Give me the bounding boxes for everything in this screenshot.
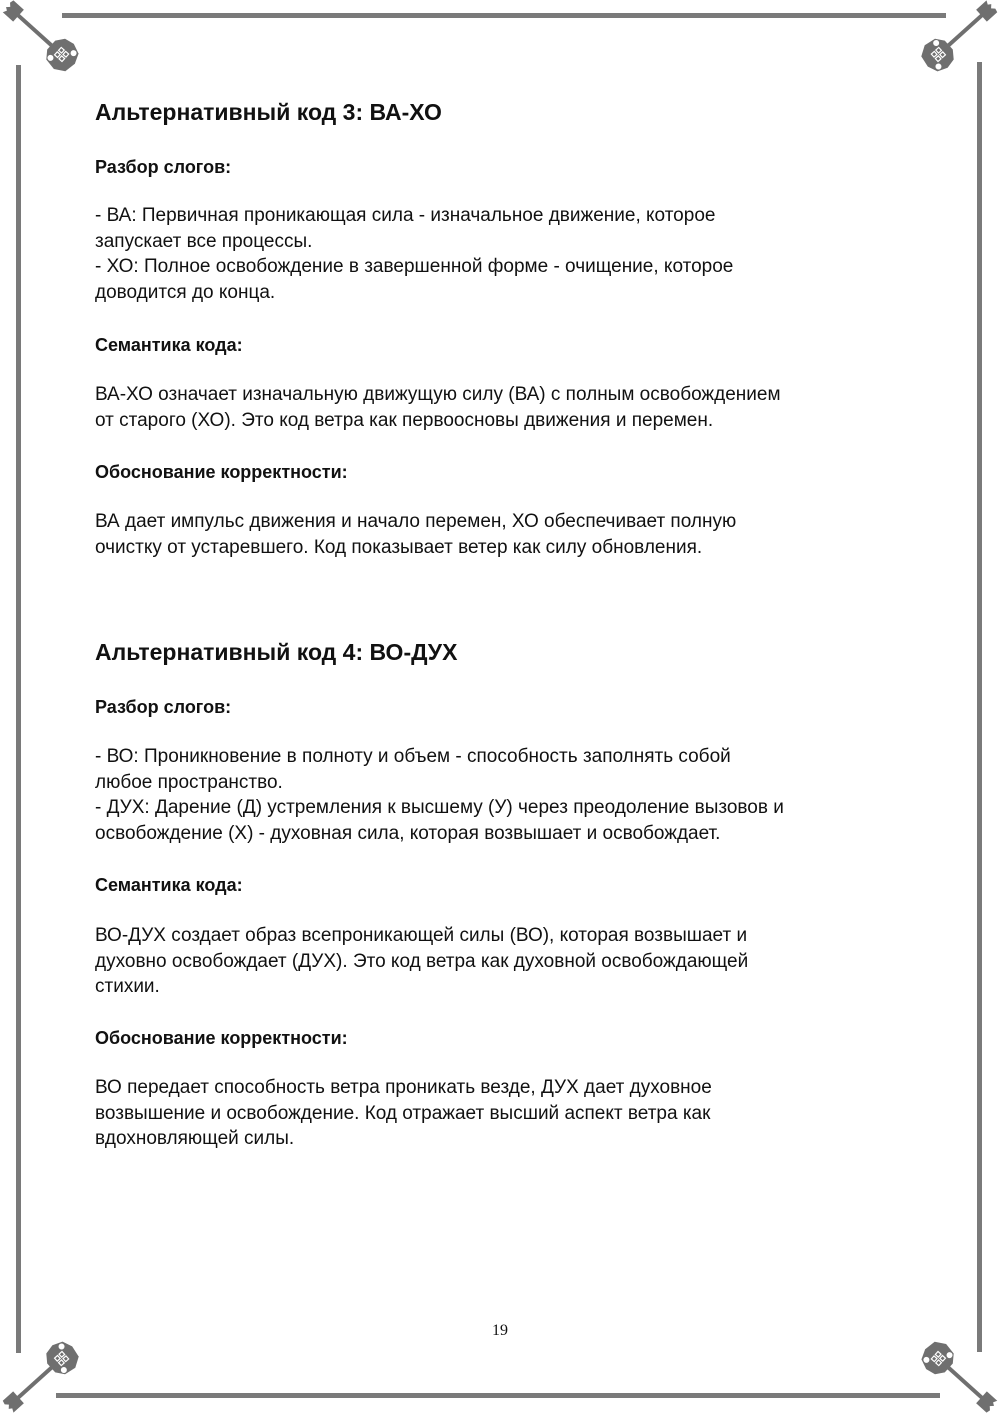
text-line: ВО-ДУХ создает образ всепроникающей силы (ВО), которая возвышает и (95, 925, 748, 946)
text-line: - ДУХ: Дарение (Д) устремления к высшему (У) через преодоление вызовов и (95, 797, 784, 819)
justification-text (95, 509, 925, 560)
text-line: доводится до конца. (95, 282, 276, 304)
syllables-text (95, 203, 925, 306)
section-title: Альтернативный код 4: ВО-ДУХ (95, 639, 458, 665)
section-title: Альтернативный код 3: ВА-ХО (95, 99, 442, 125)
text-line: возвышение и освобождение. Код отражает высший аспект ветра как (95, 1102, 711, 1124)
semantics-text (95, 382, 925, 433)
syllables-heading: Разбор слогов: (95, 697, 232, 717)
border-bottom (56, 1393, 940, 1398)
text-line: - ВО: Проникновение в полноту и объем - способность заполнять собой (95, 746, 731, 767)
key-icon (920, 0, 1000, 80)
justification-heading: Обоснование корректности: (95, 462, 348, 482)
key-icon (920, 1333, 1000, 1413)
text-line: ВА-ХО означает изначальную движущую силу (ВА) с полным освобождением (95, 384, 781, 405)
text-line: ВО передает способность ветра проникать везде, ДУХ дает духовное (95, 1077, 712, 1098)
text-line: вдохновляющей силы. (95, 1128, 295, 1150)
justification-text (95, 1075, 925, 1152)
semantics-heading: Семантика кода: (95, 875, 243, 895)
key-icon (0, 0, 80, 80)
text-line: ВА дает импульс движения и начало перемен, ХО обеспечивает полную (95, 511, 737, 532)
text-line: духовно освобождает (ДУХ). Это код ветра как духовной освобождающей (95, 950, 749, 972)
page-number: 19 (492, 1322, 508, 1339)
semantics-text (95, 923, 925, 1000)
text-line: любое пространство. (95, 771, 283, 793)
text-line: стихии. (95, 976, 160, 998)
key-icon (0, 1333, 80, 1413)
syllables-text (95, 744, 925, 847)
text-line: - ВА: Первичная проникающая сила - изначальное движение, которое (95, 205, 716, 226)
justification-heading: Обоснование корректности: (95, 1028, 348, 1048)
semantics-heading: Семантика кода: (95, 335, 243, 355)
text-line: - ХО: Полное освобождение в завершенной форме - очищение, которое (95, 256, 734, 278)
border-top (62, 13, 946, 18)
text-line: запускает все процессы. (95, 230, 313, 252)
text-line: от старого (ХО). Это код ветра как первоосновы движения и перемен. (95, 409, 714, 431)
syllables-heading: Разбор слогов: (95, 157, 232, 177)
text-line: освобождение (Х) - духовная сила, которая возвышает и освобождает. (95, 823, 721, 845)
text-line: очистку от устаревшего. Код показывает ветер как силу обновления. (95, 536, 703, 558)
border-left (16, 65, 21, 1353)
border-right (977, 62, 982, 1352)
